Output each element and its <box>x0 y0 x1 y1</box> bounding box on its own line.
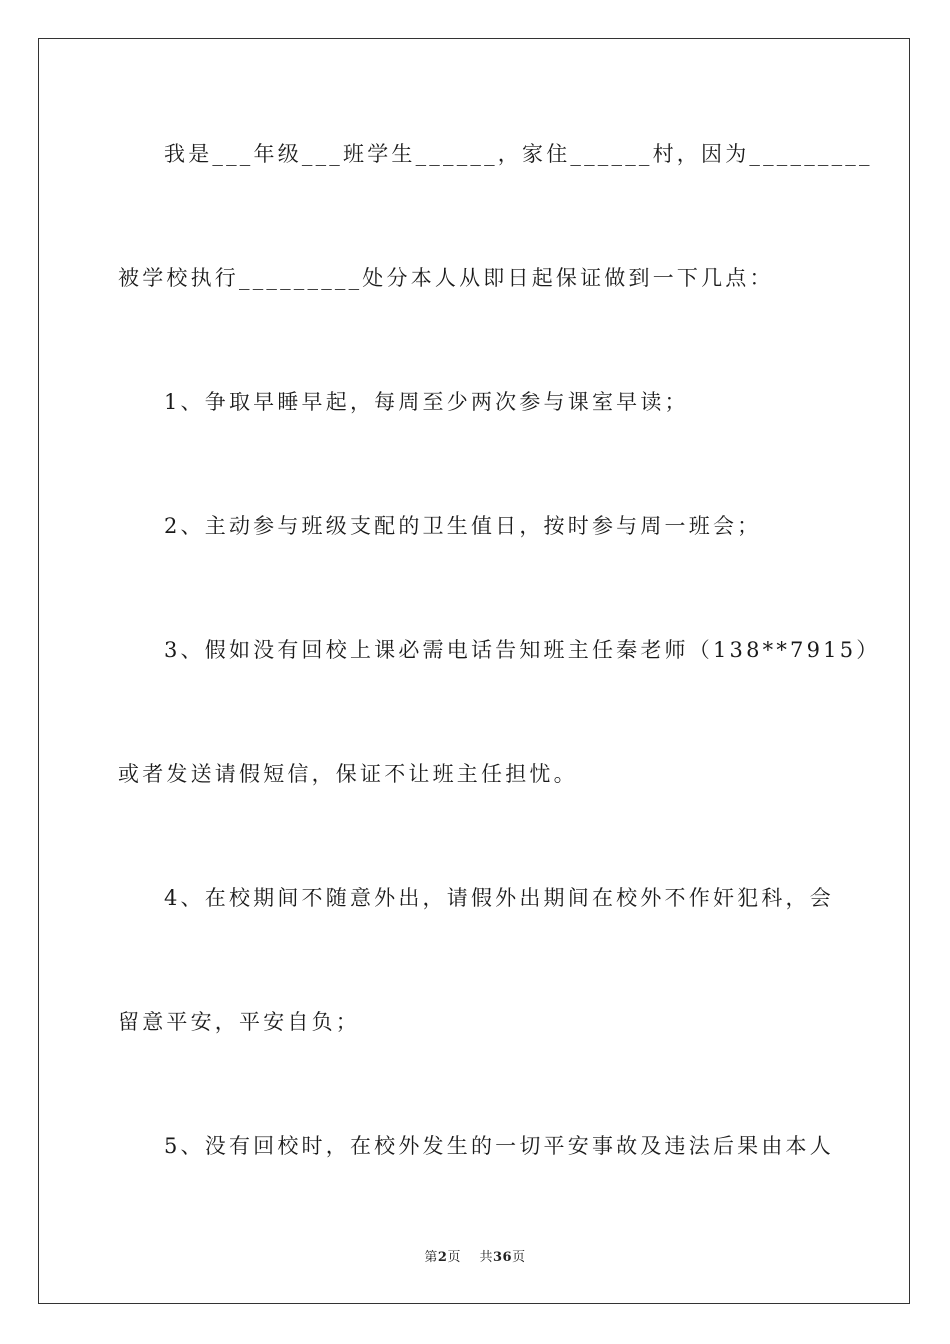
list-item-2: 2、主动参与班级支配的卫生值日，按时参与周一班会； <box>164 514 762 538</box>
total-suffix: 页 <box>512 1250 526 1265</box>
list-item-4: 4、在校期间不随意外出，请假外出期间在校外不作奸犯科，会 <box>164 886 834 910</box>
page-footer <box>0 1246 950 1265</box>
paragraph-line-2: 被学校执行_________处分本人从即日起保证做到一下几点： <box>118 266 774 290</box>
page-number: 2 <box>437 1250 448 1265</box>
list-item-3: 3、假如没有回校上课必需电话告知班主任秦老师（138**7915） <box>164 638 881 662</box>
page-suffix: 页 <box>447 1250 461 1265</box>
page-border <box>38 38 910 1304</box>
list-item-4-continued: 留意平安，平安自负； <box>118 1010 360 1034</box>
list-item-5: 5、没有回校时，在校外发生的一切平安事故及违法后果由本人 <box>164 1134 834 1158</box>
list-item-1: 1、争取早睡早起，每周至少两次参与课室早读； <box>164 390 689 414</box>
list-item-3-continued: 或者发送请假短信，保证不让班主任担忧。 <box>118 762 578 786</box>
total-prefix: 共 <box>479 1250 493 1265</box>
paragraph-line-1: 我是___年级___班学生______，家住______村，因为_________ <box>164 142 873 166</box>
total-pages: 36 <box>493 1250 513 1265</box>
page-prefix: 第 <box>424 1250 438 1265</box>
